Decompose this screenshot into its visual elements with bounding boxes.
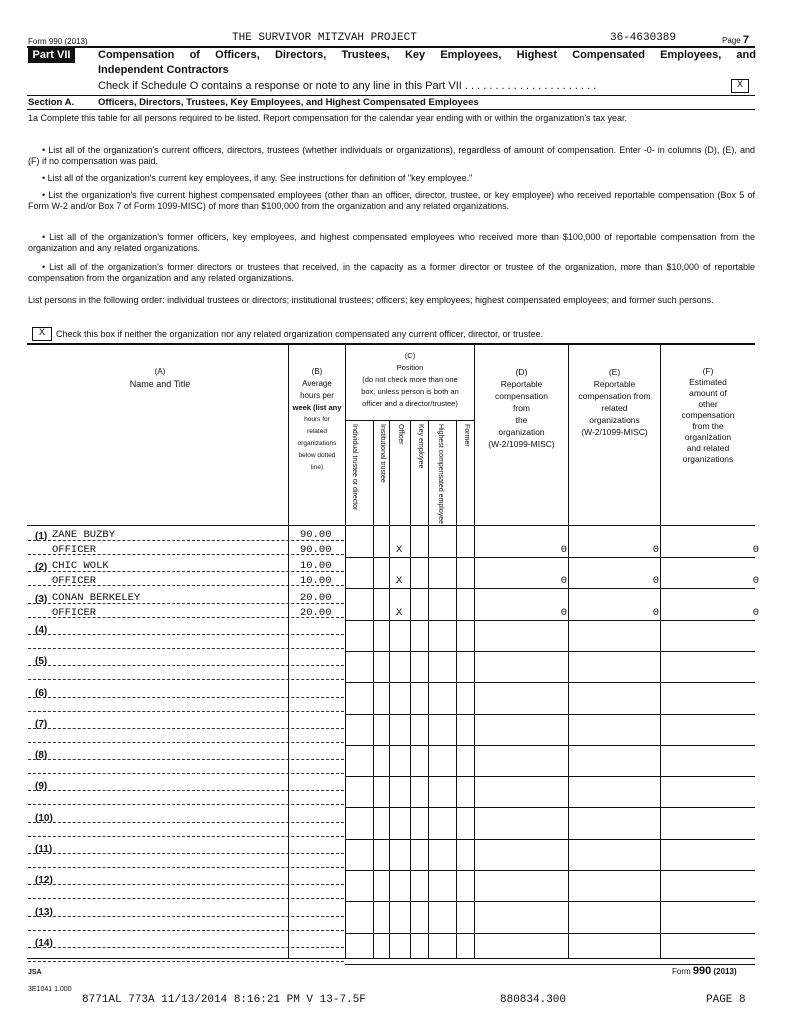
col-d-line3: from [513,403,530,413]
schedule-o-text [98,80,596,92]
col-f-line6: organization [684,432,732,442]
comp-org: 0 [560,607,567,619]
schedule-o-dots: . . . . . . . . . . . . . . . . . . . . . . [464,80,597,92]
col-c-header [346,350,474,410]
section-rule [27,109,755,110]
name-dotted-line [28,822,344,823]
name-dotted-line [28,947,344,948]
col-f-line2: amount of [689,388,727,398]
instruction-bullet-2: • List all of the organization's current key employees, if any. See instructions for definition of "key employee." [42,173,473,183]
col-c4-c5-divider [428,420,429,958]
col-c-letter: (C) [404,351,416,360]
row-number: (1) [35,531,48,542]
instruction-1a: 1a Complete this table for all persons required to be listed. Report compensation for the calendar year ending with or within the organization's tax year. [28,113,628,123]
instruction-order: List persons in the following order: individual trustees or directors; institutional trustees; officers; key employees; highest compensated employees; and former such persons. [28,295,714,305]
title-dotted-line [28,742,344,743]
col-c-line3: box, unless person is both an [361,387,459,396]
title-dotted-line [28,679,344,680]
name-dotted-line [28,790,344,791]
part-rule [27,95,755,96]
name-dotted-line [28,759,344,760]
row-number: (11) [35,844,53,855]
footer-control: 880834.300 [500,994,567,1006]
col-f-line8: organizations [682,454,734,464]
hours-per-week: 90.00 [300,529,332,541]
row-number: (13) [35,907,53,918]
title-dotted-line [28,961,344,962]
hours-related-orgs: 20.00 [300,607,332,619]
footer-jsa: JSA [28,969,42,976]
row-separator [345,620,755,621]
col-b-line6: organizations [297,440,337,447]
row-number: (7) [35,719,48,730]
name-dotted-line [28,884,344,885]
form-label: Form 990 (2013) [28,37,88,46]
officer-check[interactable]: X [396,544,403,556]
col-e-header [569,366,660,438]
col-f-line3: other [698,399,718,409]
comp-related: 0 [652,575,659,587]
page-num: 7 [742,34,750,46]
footer-form-label: Form [672,967,691,976]
part-tag: Part VII [28,48,75,63]
schedule-o-label: Check if Schedule O contains a response or note to any line in this Part VII [98,80,462,92]
comp-other: 0 [752,607,759,619]
col-c-highest-compensated: Highest compensated employee [437,424,444,525]
section-label: Section A. [28,97,75,108]
col-f-letter: (F) [702,366,714,376]
table-header-rule [27,525,755,526]
col-e-letter: (E) [608,367,621,377]
col-c5-c6-divider [456,420,457,958]
title-dotted-line [28,867,344,868]
row-number: (12) [35,875,53,886]
row-number: (10) [35,813,53,824]
col-f-line1: Estimated [689,377,727,387]
col-d-line4: the [515,415,528,425]
footer-code: 3E1041 1.000 [28,986,72,993]
col-e-line3: related [601,403,628,413]
row-number: (3) [35,594,48,605]
col-d-line1: Reportable [500,379,543,389]
none-compensated-checkbox[interactable]: X [32,327,52,341]
col-f-line4: compensation [681,410,735,420]
col-d-header [475,366,568,450]
page-label: Page [722,36,741,45]
col-d-letter: (D) [515,367,528,377]
name-dotted-line [28,916,344,917]
name-dotted-line [28,853,344,854]
col-b-line2: hours per [300,391,334,400]
table-bottom-rule [27,958,755,959]
row-number: (8) [35,750,48,761]
officer-check[interactable]: X [396,575,403,587]
row-number: (5) [35,656,48,667]
col-b-line4: hours for [304,416,330,423]
officer-check[interactable]: X [396,607,403,619]
row-separator [345,870,755,871]
col-c1-c2-divider [373,420,374,958]
col-f-line5: from the [692,421,724,431]
ein: 36-4630389 [610,32,677,44]
col-a-title: Name and Title [129,379,191,389]
footer-batch: 8771AL 773A 11/13/2014 8:16:21 PM V 13-7.5F [82,994,366,1006]
row-separator [345,745,755,746]
comp-other: 0 [752,544,759,556]
col-c-line4: officer and a director/trustee) [362,399,458,408]
row-separator [345,807,755,808]
comp-org: 0 [560,575,567,587]
footer-form-year: (2013) [713,967,737,976]
row-separator [345,839,755,840]
title-dotted-line [28,930,344,931]
none-compensated-text: Check this box if neither the organization nor any related organization compensated any current officer, director, or trustee. [56,329,544,339]
footer-form [672,965,737,977]
title-dotted-line [28,773,344,774]
title-dotted-line [28,648,344,649]
col-b-letter: (B) [311,367,323,376]
col-e-line4: organizations [589,415,640,425]
col-a-header [100,366,220,390]
col-b-line5: related [307,428,327,435]
col-c-line1: Position [396,363,424,372]
name-dotted-line [28,728,344,729]
person-name: CHIC WOLK [52,560,109,572]
col-b-header [289,366,345,474]
row-number: (6) [35,688,48,699]
table-top-rule [27,343,755,345]
person-title: OFFICER [52,544,97,556]
col-f-header [661,366,755,465]
instruction-bullet-4: • List all of the organization's former officers, key employees, and highest compensated employees who received more than $100,000 of reportable compensation from the organization and any related organizations. [28,232,755,253]
instruction-bullet-5: • List all of the organization's former directors or trustees that received, in the capacity as a former director or trustee of the organization, more than $10,000 of reportable compensation from the organization and any related organizations. [28,262,755,283]
col-d-line5: organization [498,427,545,437]
col-d-line2: compensation [495,391,548,401]
title-dotted-line [28,711,344,712]
part-title [98,48,756,78]
person-name: CONAN BERKELEY [52,592,141,604]
hours-per-week: 10.00 [300,560,332,572]
title-dotted-line [28,804,344,805]
row-separator [345,776,755,777]
col-e-line1: Reportable [593,379,636,389]
col-c-officer: Officer [397,424,404,445]
col-f-line7: and related [686,443,730,453]
row-separator [345,901,755,902]
col-c3-c4-divider [410,420,411,958]
col-b-line8: line) [310,464,324,471]
row-number: (2) [35,562,48,573]
col-c-line2: (do not check more than one [362,375,458,384]
comp-related: 0 [652,607,659,619]
title-dotted-line [28,836,344,837]
col-b-line3: week (list any [292,403,342,412]
row-separator [345,588,755,589]
col-b-line1: Average [302,379,332,388]
section-title: Officers, Directors, Trustees, Key Employees, and Highest Compensated Employees [98,97,479,108]
footer-page: PAGE 8 [706,994,746,1006]
title-dotted-line [28,898,344,899]
row-number: (9) [35,781,48,792]
row-separator [345,682,755,683]
hours-related-orgs: 90.00 [300,544,332,556]
row-separator [345,557,755,558]
name-dotted-line [28,634,344,635]
part-title-line2: Independent Contractors [98,64,229,76]
row-number: (14) [35,938,53,949]
comp-other: 0 [752,575,759,587]
row-separator [345,651,755,652]
col-b-line7: below dotted [298,452,336,459]
instruction-bullet-3: • List the organization's five current highest compensated employees (other than an officer, director, trustee, or key employee) who received reportable compensation (Box 5 of Form W-2 and/or Box 7 of Form 1099-MISC) of more than $100,000 from the organization and any related organizations. [28,190,755,211]
col-e-line2: compensation from [578,391,651,401]
part-title-line1: Compensation of Officers, Directors, Trustees, Key Employees, Highest Compensated Employees, and [98,49,756,61]
row-separator [345,714,755,715]
instruction-bullet-1: • List all of the organization's current officers, directors, trustees (whether individuals or organizations), regardless of amount of compensation. Enter -0- in columns (D), (E), and (F) if no compensation was paid. [28,145,755,166]
hours-per-week: 20.00 [300,592,332,604]
col-c-institutional-trustee: Institutional trustee [379,424,386,483]
person-name: ZANE BUZBY [52,529,116,541]
col-c-subheader-rule [345,420,474,421]
col-c-individual-trustee: Individual trustee or director [351,424,358,511]
col-d-line6: (W-2/1099-MISC) [488,439,555,449]
row-separator [345,933,755,934]
comp-org: 0 [560,544,567,556]
name-dotted-line [28,697,344,698]
hours-related-orgs: 10.00 [300,575,332,587]
org-name: THE SURVIVOR MITZVAH PROJECT [232,32,417,44]
row-number: (4) [35,625,48,636]
footer-form-num: 990 [692,965,712,977]
col-c2-c3-divider [389,420,390,958]
page-number [722,34,749,46]
person-title: OFFICER [52,607,97,619]
name-dotted-line [28,665,344,666]
person-title: OFFICER [52,575,97,587]
schedule-o-checkbox[interactable]: X [731,79,749,93]
col-a-letter: (A) [154,367,166,376]
comp-related: 0 [652,544,659,556]
col-c-key-employee: Key employee [417,424,424,469]
col-e-line5: (W-2/1099-MISC) [581,427,648,437]
col-c-former: Former [463,424,470,447]
